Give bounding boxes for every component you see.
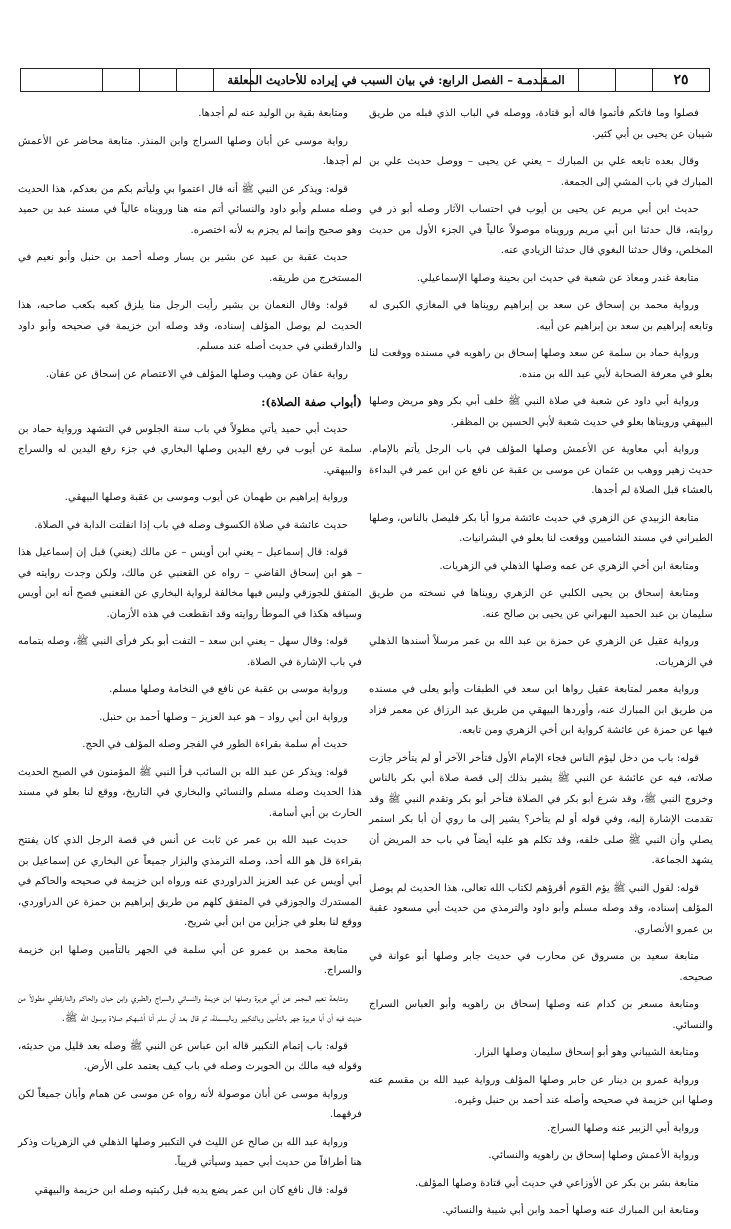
paragraph: حديث عبيد الله بن عمر عن ثابت عن أنس في قصة الرجل الذي كان يفتتح بقراءة قل هو الله أحد، وصله الترمذي والبزار جميعاً عن البخاري عن إسماعيل بن أبي أويس عن عبد العزيز الدراوردي عنه ورواه ابن خزيمة في صحيحه والحاكم في المستدرك والجوزقي في المتفق كلهم من طريق إبراهيم بن حمزة عن الدراوردي، ووقع لنا بعلو في جزأين من ابن أبي شريح. (18, 835, 362, 928)
paragraph: ورواية إبراهيم بن طهمان عن أيوب وموسى بن عقبة وصلها البيهقي. (64, 492, 348, 503)
paragraph: ورواية عقيل عن الزهري عن حمزة بن عبد الله بن عمر مرسلاً أسندها الذهلي في الزهريات. (369, 636, 713, 668)
header-blank-cell (176, 69, 213, 91)
right-text-column (369, 104, 713, 1229)
paragraph: ورواية موسى بن عقبة عن نافع في النخامة وصلها مسلم. (109, 684, 348, 695)
header-blank-cell (578, 69, 615, 91)
paragraph: قوله: وقال النعمان بن بشير رأيت الرجل منا يلزق كعبه بكعب صاحبه، هذا الحديث لم يوصل المؤلف إسناده، وقد وصله ابن خزيمة في صحيحه وأبو داود والدارقطني في حديث أصله عند مسلم. (18, 300, 362, 352)
page-number: ٢٥ (652, 69, 709, 91)
paragraph: متابعة بشر بن بكر عن الأوزاعي في حديث أبي قتادة وصلها المؤلف. (414, 1177, 699, 1189)
left-text-column (18, 104, 362, 1208)
paragraph: متابعة محمد بن عمرو عن أبي سلمة في الجهر بالتأمين وصلها ابن خزيمة والسراج. (18, 944, 362, 976)
header-blank-cell (213, 69, 250, 91)
header-blank-cell (615, 69, 652, 91)
paragraph: قوله: وقال سهل – يعني ابن سعد – التفت أبو بكر فرأى النبي ﷺ، وصله بتمامه في باب الإشارة في الصلاة. (18, 636, 362, 668)
paragraph: ومتابعة ابن المبارك عنه وصلها أحمد وابن أبي شيبة والنسائي. (442, 1205, 699, 1216)
paragraph: وقال بعده تابعه علي بن المبارك – يعني عن يحيى – ووصل حديث علي بن المبارك في باب المشي إلى الجمعة. (369, 156, 713, 188)
paragraph: متابعة غندر ومعاذ عن شعبة في حديث ابن بحينة وصلها الإسماعيلي. (416, 272, 699, 284)
paragraph: ومتابعة بقية بن الوليد عنه لم أجدها. (198, 108, 348, 119)
paragraph: قوله: لقول النبي ﷺ يؤم القوم أقرؤهم لكتاب الله تعالى، هذا الحديث لم يوصل المؤلف إسناده، وقد وصله مسلم وأبو داود والترمذي من حديث أبي مسعود عقبة بن عمرو الأنصاري. (369, 882, 713, 935)
paragraph: ومتابعة إسحاق بن يحيى الكلبي عن الزهري رويناها في نسخته من طريق سليمان بن عبد الحميد البهراني عن يحيى بن صالح عنه. (369, 588, 713, 620)
paragraph: ورواية الأعمش وصلها إسحاق بن راهويه والنسائي. (488, 1150, 699, 1161)
paragraph: حديث أبي حميد يأتي مطولاً في باب سنة الجلوس في التشهد ورواية حماد بن سلمة عن أيوب في رفع اليدين وصلها البخاري في جزء رفع اليدين له والسراج والبيهقي. (18, 423, 362, 476)
header-blank-cell (139, 69, 176, 91)
paragraph: فصلوا وما فاتكم فأتموا قاله أبو قتادة، ووصله في الباب الذي قبله من طريق شيبان عن يحيى بن أبي كثير. (369, 108, 713, 140)
paragraph: ورواية حماد بن سلمة عن سعد وصلها إسحاق بن راهويه في مسنده ووقعت لنا بعلو في معرفة الصحابة لأبي عبد الله بن منده. (369, 348, 713, 380)
paragraph: ورواية موسى عن أبان موصولة لأنه رواه عن موسى عن همام وأبان جميعاً لكن فرقهما. (18, 1088, 362, 1120)
paragraph: قوله: باب من دخل ليؤم الناس فجاء الإمام الأول فتأخر الآخر أو لم يتأخر جازت صلاته، فيه عن عائشة عن النبي ﷺ يشير بذلك إلى قصة صلاة أبي بكر بالناس وخروج النبي ﷺ، وقد شرع أبو بكر في الصلاة فتأخر أبو بكر وتقدم النبي ﷺ وقد تقدمت الإشارة إليه، وفي قوله أو لم يتأخر؟ يشير إلى ما روي أن أبا بكر استمر يصلي وأن النبي ﷺ صلى خلفه، وقد تكلم هو عليه أيضاً في باب حد المريض أن يشهد الجماعة. (369, 752, 713, 866)
running-header (20, 68, 710, 92)
paragraph: ومتابعة مسعر بن كدام عنه وصلها إسحاق بن راهويه وأبو العباس السراج والنسائي. (369, 999, 713, 1031)
paragraph: ورواية معمر لمتابعة عقيل رواها ابن سعد في الطبقات وأبو يعلى في مسنده من طريق ابن المبارك عنه، وأوردها البيهقي من طريق عبد الرزاق عن معمر فزاد فيها عن حمزة عن عائشة كرواية ابن أخي الزهري ومن تابعه. (369, 684, 713, 736)
paragraph: رواية موسى عن أبان وصلها السراج وابن المنذر. متابعة محاضر عن الأعمش لم أجدها. (18, 135, 362, 167)
paragraph: حديث عائشة في صلاة الكسوف وصله في باب إذا انفلتت الدابة في الصلاة. (34, 519, 348, 531)
paragraph: حديث أم سلمة بقراءة الطور في الفجر وصله المؤلف في الحج. (82, 739, 348, 750)
paragraph: رواية عفان عن وهيب وصلها المؤلف في الاعتصام عن إسحاق عن عفان. (45, 368, 348, 380)
paragraph: متابعة سعيد بن مسروق عن محارب في حديث جابر وصلها أبو عوانة في صحيحه. (369, 951, 713, 983)
paragraph: ورواية عمرو بن دينار عن جابر وصلها المؤلف ورواية عبيد الله بن مقسم عنه وصلها ابن خزيمة في صحيحه وأصله عند أحمد بن حنبل وغيره. (369, 1074, 713, 1106)
header-blank-cell (102, 69, 139, 91)
paragraph: ورواية أبي الزبير عنه وصلها السراج. (547, 1122, 699, 1134)
paragraph: قوله: قال نافع كان ابن عمر يضع يديه قبل ركبتيه وصله ابن خزيمة والبيهقي (34, 1184, 348, 1196)
paragraph: ومتابعة الشيباني وهو أبو إسحاق سليمان وصلها البزار. (473, 1047, 699, 1058)
paragraph: ورواية أبي داود عن شعبة في صلاة النبي ﷺ خلف أبي بكر وهو مريض وصلها البيهقي ورويناها بعلو في حديث شعبة لأبي الحسين بن المظفر. (369, 396, 713, 428)
paragraph: حديث عقبة بن عبيد عن بشير بن يسار وصله أحمد بن حنبل وأبو نعيم في المستخرج من طريقه. (18, 252, 362, 284)
paragraph: قوله: ويذكر عن عبد الله بن السائب قرأ النبي ﷺ المؤمنون في الصبح الحديث هذا الحديث وصله مسلم والنسائي والبخاري في التاريخ، ووقع لنا بعلو في مسند الحارث بن أبي أسامة. (18, 766, 362, 819)
paragraph: ورواية محمد بن إسحاق عن سعد بن إبراهيم رويناها في المغازي الكبرى له وتابعه إبراهيم بن سعد بن إبراهيم عن أبيه. (369, 300, 713, 332)
paragraph: حديث ابن أبي مريم عن يحيى بن أيوب في احتساب الآثار وصله أبو ذر في روايته، قال حدثنا ابن أبي مريم ورويناه موصولاً عالياً في الجزء الأول من حديث المخلص، وقال حدثنا البغوي قال حدثنا الزيادي عنه. (369, 204, 713, 256)
paragraph: ورواية عبد الله بن صالح عن الليث في التكبير وصلها الذهلي في الزهريات وذكر هنا أطرافاً من حديث أبي حميد وسيأتي قريباً. (18, 1136, 362, 1168)
paragraph: متابعة الزبيدي عن الزهري في حديث عائشة مروا أبا بكر فليصل بالناس، وصلها الطبراني في مسند الشاميين ووقعت لنا بعلو في البشرانيات. (369, 512, 713, 544)
paragraph: قوله: ويذكر عن النبي ﷺ أنه قال اعتموا بي وليأتم بكم من بعدكم، هذا الحديث وصله مسلم وأبو داود والنسائي أتم منه هنا ورويناه عالياً في مسند عبد بن حميد وهو صحيح وإنما لم يجزم به لأنه اختصره. (18, 183, 362, 236)
paragraph: ومتابعة ابن أخي الزهري عن عمه وصلها الذهلي في الزهريات. (439, 560, 699, 572)
section-heading: (أبواب صفة الصلاة): (261, 395, 362, 409)
paragraph: قوله: قال إسماعيل – يعني ابن أويس – عن مالك (يعني) قبل إن إسماعيل هذا – هو ابن إسحاق القاضي – رواه عن القعنبي عن مالك، ولكن وجدت روايته في المتفق للجوزقي وليس فيها مخالفة لرواية البخاري عن القعنبي فصح أنه ابن أويس وسياقه هكذا في الموطأ روايته وقد انقطعت في هذه الأزمان. (18, 547, 362, 620)
header-title: المـقـدمـة – الفصل الرابع: في بيان السبب في إيراده للأحاديث المعلقة (250, 69, 541, 91)
paragraph: ومتابعة نعيم المجمر عن أبي هريرة وصلها ابن خزيمة والنسائي والسراج والطبري وابن حبان والحاكم والدارقطني مطولاً من حديث فيه أن أبا هريرة جهر بالتأمين وبالتكبير وبالبسملة، ثم قال بعد أن سلم أنا أشبهكم صلاة برسول الله ﷺ. (18, 992, 362, 1024)
paragraph: ورواية أبي معاوية عن الأعمش وصلها المؤلف في باب الرجل يأتم بالإمام. حديث زهير ووهب بن عثمان عن موسى بن عقبة عن نافع عن ابن عمر في البداءة بالعشاء قبل الصلاة لم أجدها. (369, 444, 713, 496)
paragraph: ورواية ابن أبي رواد – هو عبد العزيز – وصلها أحمد بن حنبل. (99, 711, 348, 723)
paragraph: قوله: باب إتمام التكبير قاله ابن عباس عن النبي ﷺ وصله بعد قليل من حديثه، وقوله فيه مالك بن الحويرث وصله في باب كيف يعتمد على الأرض. (18, 1040, 362, 1072)
header-blank-cell (66, 69, 102, 91)
